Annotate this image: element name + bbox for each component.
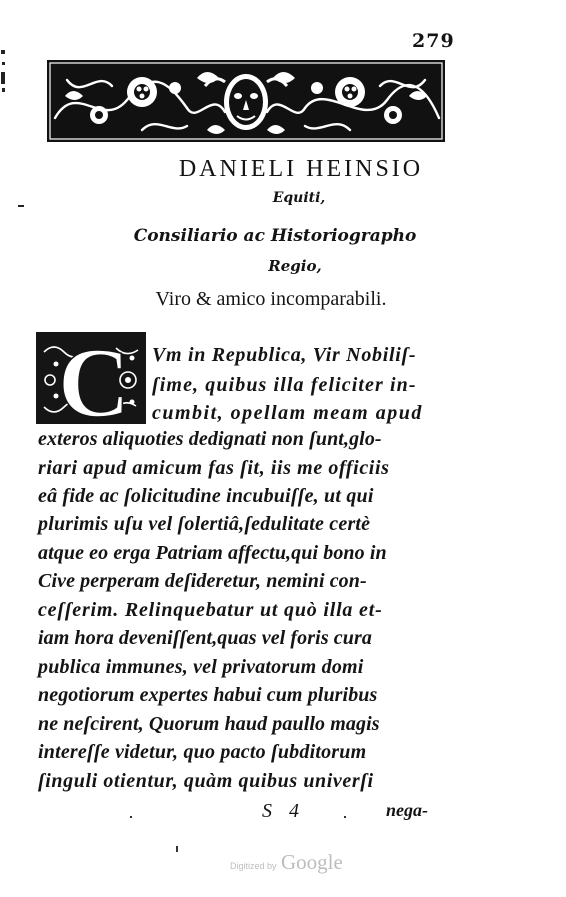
body-line: riari apud amicum fas ſit, iis me officiis (38, 457, 390, 479)
body-line: ſime, quibus illa feliciter in- (152, 374, 417, 396)
body-line: Cive perperam deſideretur, nemini con- (38, 570, 367, 592)
dedicatee-name: DANIELI HEINSIO (178, 156, 424, 182)
ink-speck (130, 816, 132, 818)
catchword: nega- (386, 800, 428, 820)
watermark-brand: Google (280, 850, 343, 874)
body-line: plurimis uſu vel ſolertiâ,ſedulitate certè (38, 513, 371, 535)
decorated-initial-c (36, 332, 148, 428)
body-line: cumbit, opellam meam apud (152, 402, 423, 424)
dedicatee-title-regio: Regio, (268, 257, 322, 275)
body-line: publica immunes, vel privatorum domi (38, 656, 364, 678)
body-line: iam hora deveniſſent,quas vel foris cura (38, 627, 372, 649)
body-line: ceſſerim. Relinquebatur ut quò illa et- (38, 599, 383, 621)
body-line: exteros aliquoties dedignati non ſunt,glo- (38, 428, 382, 450)
digitized-watermark (230, 850, 343, 875)
body-line: eâ fide ac ſolicitudine incubuiſſe, ut qui (38, 485, 374, 507)
ink-speck (176, 846, 178, 852)
body-line: negotiorum expertes habui cum pluribus (38, 684, 378, 706)
body-line: Vm in Republica, Vir Nobiliſ- (152, 344, 417, 366)
body-line: ſinguli otientur, quàm quibus univerſi (38, 770, 374, 792)
watermark-prefix: Digitized by (230, 861, 277, 871)
margin-marks (0, 48, 10, 96)
floral-headpiece-ornament (47, 60, 445, 142)
body-line: atque eo erga Patriam affectu,qui bono in (38, 542, 387, 564)
body-line: ne neſcirent, Quorum haud paullo magis (38, 713, 380, 735)
dedicatee-title-consiliario: Consiliario ac Historiographo (133, 226, 417, 246)
body-line: intereſſe videtur, quo pacto ſubditorum (38, 741, 367, 763)
signature-mark: S 4 (262, 800, 305, 822)
initial-letter: C (57, 332, 131, 428)
dedicatee-title-equiti: Equiti, (272, 190, 326, 206)
ink-speck (344, 816, 346, 818)
dedication-epithet: Viro & amico incomparabili. (155, 288, 387, 310)
page-number: 279 (412, 30, 455, 52)
